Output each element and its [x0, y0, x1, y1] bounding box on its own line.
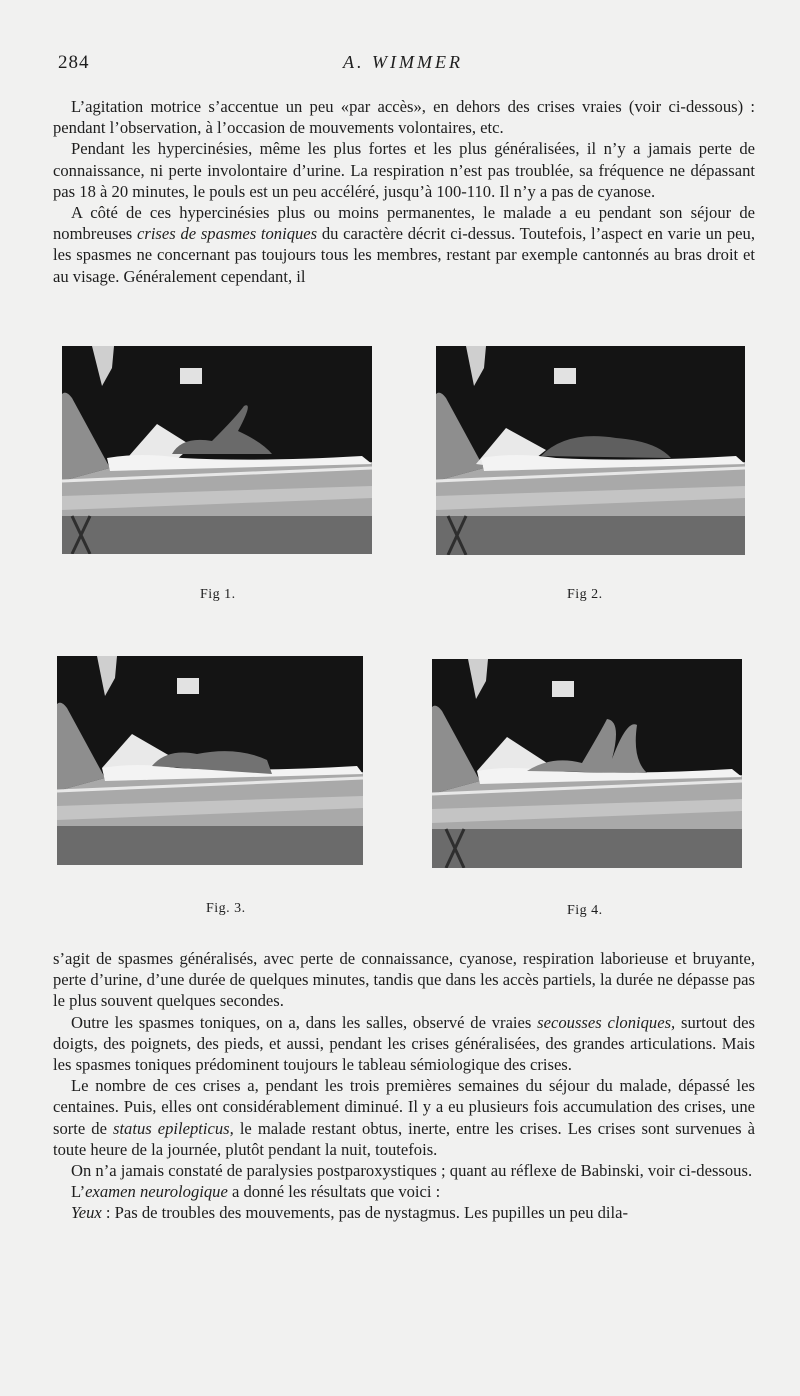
page-number: 284 [58, 52, 90, 73]
figure-3-photo [57, 656, 363, 865]
figure-1-caption: Fig 1. [200, 587, 236, 602]
figure-2-photo [436, 346, 745, 555]
paragraph: L’examen neurologique a donné les résultats que voici : [71, 1182, 441, 1202]
italic-term: status epilepticus, [112, 1118, 234, 1138]
figure-4-caption: Fig 4. [567, 903, 603, 918]
italic-term: secousses cloniques, [537, 1012, 676, 1032]
italic-term: Yeux [71, 1203, 102, 1223]
paragraph: Yeux : Pas de troubles des mouvements, pas de nystagmus. Les pupilles un peu dila- [71, 1203, 629, 1223]
paragraph: Le nombre de ces crises a, pendant les trois premières semaines du séjour du malade, dépassé les centaines. Puis, elles ont considérablement diminué. Il y a eu plusieurs fois accumulation des crises, une sorte de status epilepticus, le malade restant obtus, inerte, entre les crises. Les crises sont survenues à toute heure de la journée, plutôt pendant la nuit, toutefois. [53, 1076, 755, 1159]
figure-2-caption: Fig 2. [567, 587, 603, 602]
figure-1-photo [62, 346, 372, 554]
figure-4-photo [432, 659, 742, 868]
paragraph: s’agit de spasmes généralisés, avec perte de connaissance, cyanose, respiration laborieuse et bruyante, perte d’urine, d’une durée de quelques minutes, tandis que dans les accès partiels, la durée ne dépasse pas le plus souvent quelques secondes. [53, 949, 755, 1011]
paragraph: A côté de ces hypercinésies plus ou moins permanentes, le malade a eu pendant son séjour de nombreuses crises de spasmes toniques du caractère décrit ci-dessus. Toutefois, l’aspect en varie un peu, les spasmes ne concernant pas toujours tous les membres, restant par exemple cantonnés au bras droit et au visage. Généralement cependant, il [53, 203, 755, 286]
italic-term: crises de spasmes toniques [137, 224, 318, 244]
paragraph: Pendant les hypercinésies, même les plus fortes et les plus généralisées, il n’y a jamais perte de connaissance, ni perte involontaire d’urine. La respiration n’est pas troublée, sa fréquence ne dépassant pas 18 à 20 minutes, le pouls est un peu accéléré, jusqu’à 100-110. Il n’y a pas de cyanose. [53, 139, 755, 201]
paragraph: Outre les spasmes toniques, on a, dans les salles, observé de vraies secousses cloniques, surtout des doigts, des poignets, des pieds, et aussi, pendant les crises généralisées, des grandes articulations. Mais les spasmes toniques prédominent toujours le tableau sémiologique des crises. [53, 1012, 755, 1075]
paragraph: On n’a jamais constaté de paralysies postparoxystiques ; quant au réflexe de Babinski, voir ci-dessous. [71, 1161, 753, 1181]
figure-3-caption: Fig. 3. [206, 901, 246, 916]
italic-term: examen neurologique [85, 1182, 228, 1202]
text-block-bottom [53, 948, 755, 1224]
text-block-top [53, 96, 755, 287]
page-header [58, 52, 748, 78]
paragraph: L’agitation motrice s’accentue un peu «par accès», en dehors des crises vraies (voir ci-dessous) : pendant l’observation, à l’occasion de mouvements volontaires, etc. [53, 97, 755, 138]
running-head: A. WIMMER [343, 52, 463, 72]
